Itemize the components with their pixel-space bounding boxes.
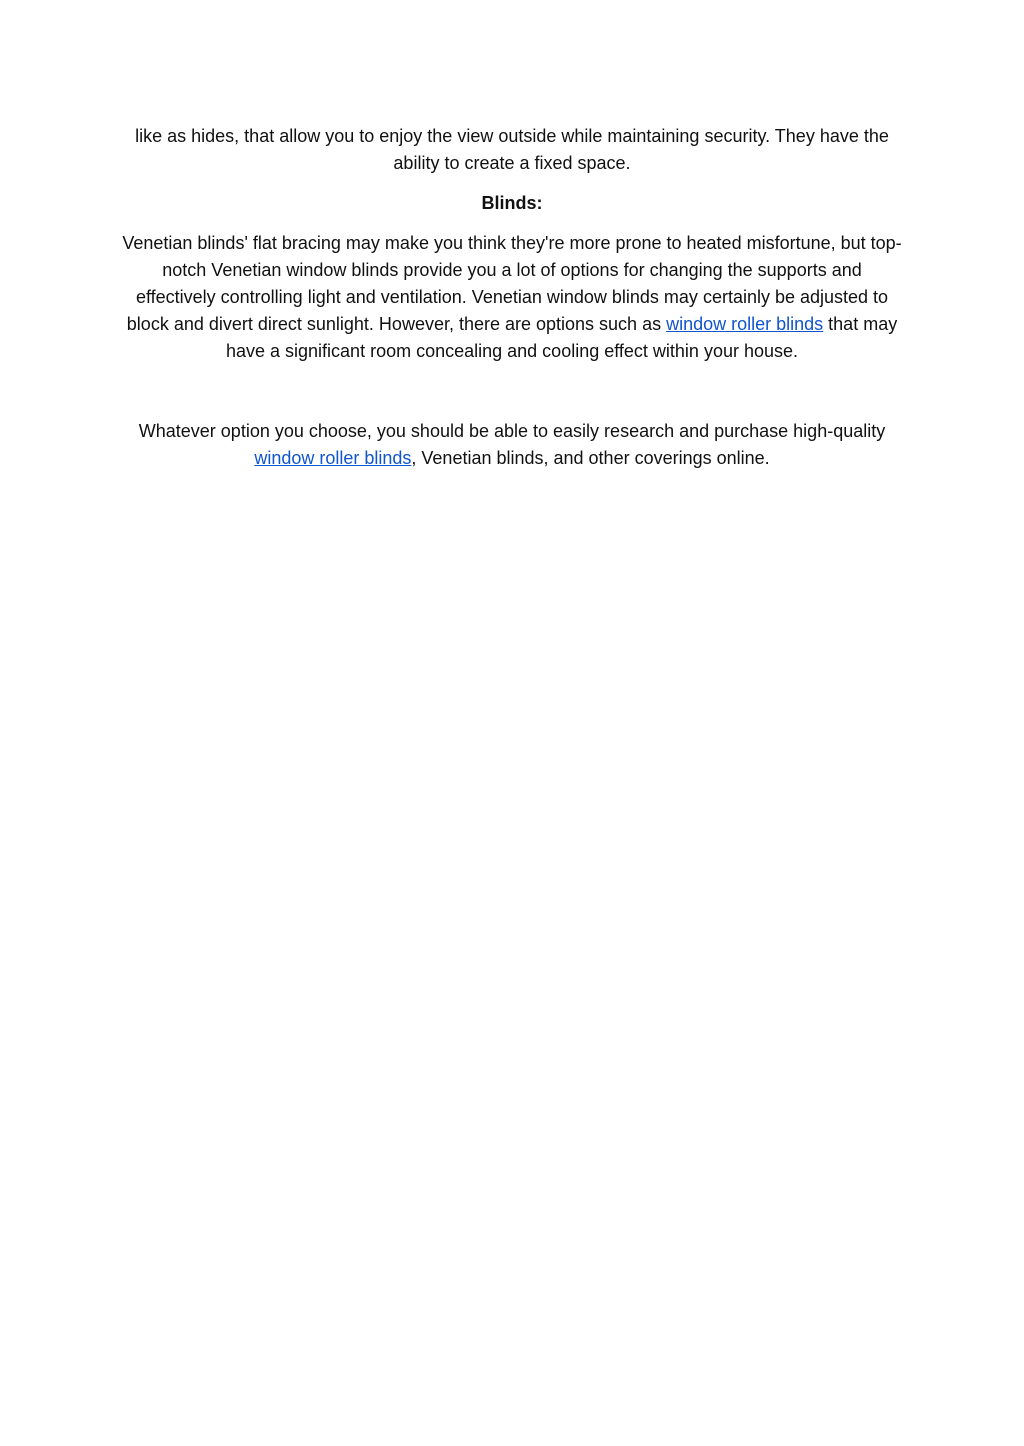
section-heading-blinds: Blinds: xyxy=(481,193,543,213)
blinds-paragraph-text-before: Venetian blinds' flat bracing may make you think they're more prone to heated misfortune, but top-notch Venetian window blinds provide you a lot of options for changing the supports and effectively controlling light and ventilation. Venetian window blinds may certainly be adjusted to block and divert direct sunlight. However, there are options such as xyxy=(122,233,902,334)
document-body xyxy=(120,123,904,472)
window-roller-blinds-link-2[interactable]: window roller blinds xyxy=(254,448,412,468)
blinds-paragraph-text-after: that may have a significant room concealing and cooling effect within your house. xyxy=(225,314,898,361)
blinds-paragraph xyxy=(120,230,904,365)
closing-paragraph xyxy=(120,418,904,472)
intro-paragraph: like as hides, that allow you to enjoy the view outside while maintaining security. They have the ability to create a fixed space. xyxy=(135,126,889,173)
closing-paragraph-text-after: , Venetian blinds, and other coverings online. xyxy=(411,448,770,468)
closing-paragraph-text-before: Whatever option you choose, you should be able to easily research and purchase high-quality xyxy=(138,421,886,441)
window-roller-blinds-link[interactable]: window roller blinds xyxy=(666,314,824,334)
